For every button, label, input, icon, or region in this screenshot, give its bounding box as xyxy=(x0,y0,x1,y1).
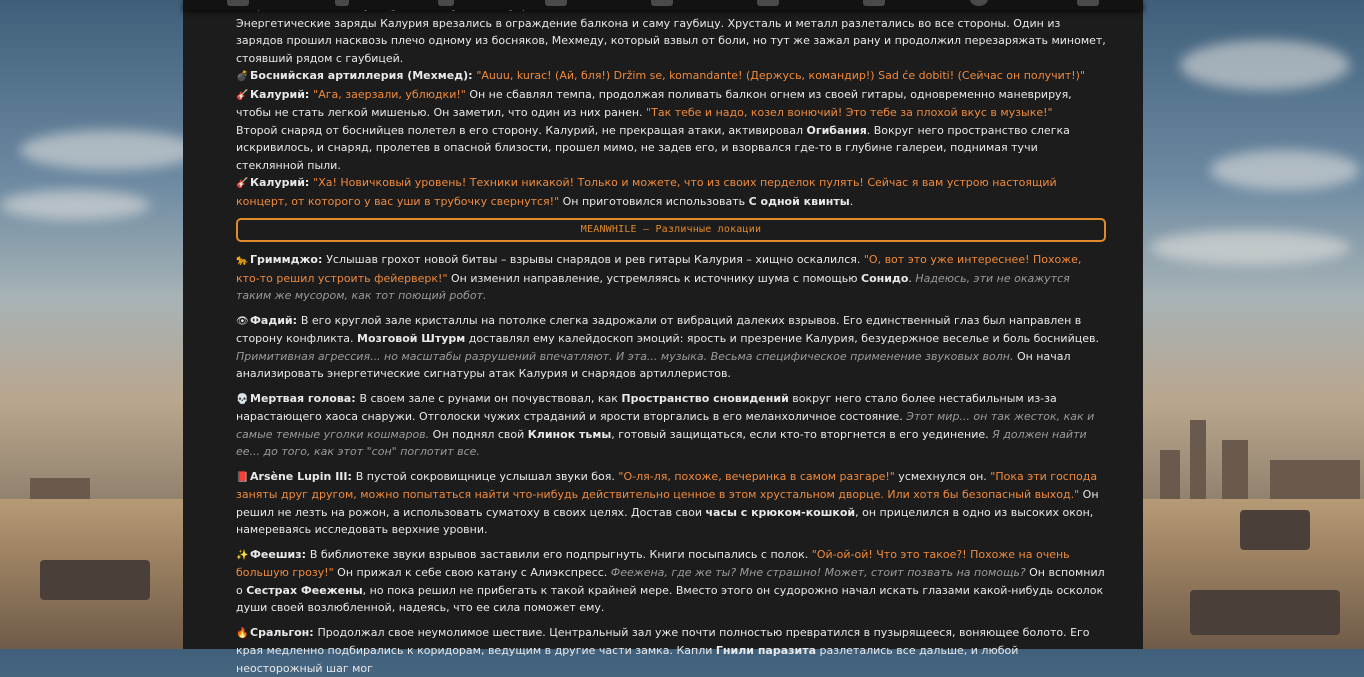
bold-term: Калурий: xyxy=(250,88,313,101)
cloud xyxy=(20,130,200,170)
speaker-icon: ✨ xyxy=(236,547,247,565)
bold-term: Боснийская артиллерия (Мехмед): xyxy=(250,69,476,82)
speaker-icon: 📕 xyxy=(236,469,247,487)
text-run: Он вспомнил о xyxy=(236,566,1105,597)
clock-icon[interactable] xyxy=(970,0,988,6)
spire xyxy=(1190,420,1206,510)
speaker-icon: 🔥 xyxy=(236,625,247,643)
bold-term: С одной квинты xyxy=(749,195,850,208)
rock xyxy=(1240,510,1310,550)
para-5 xyxy=(236,174,1106,210)
text-run: В библиотеке звуки взрывов заставили его подпрыгнуть. Книги посыпались с полок. xyxy=(310,548,812,561)
text-run: Он решил не лезть на рожон, а использовать суматоху в своих целях. Достав свои xyxy=(236,488,1099,519)
bold-term: Arsène Lupin III: xyxy=(250,470,356,483)
rock xyxy=(1190,590,1340,635)
cloud xyxy=(0,190,150,220)
text-run: В пустой сокровищнице услышал звуки боя. xyxy=(356,470,619,483)
settings-icon[interactable] xyxy=(227,0,249,6)
bold-term: Сральгон: xyxy=(250,626,318,639)
text-run: Услышав грохот новой битвы – взрывы снарядов и рев гитары Калурия – хищно оскалился. xyxy=(326,253,864,266)
speaker-icon: 👁 xyxy=(236,313,247,331)
quote: "Ха! Новичковый уровень! Техники никакой! Только и можете, что из своих перделок пулять! Сейчас я вам устрою настоящий концерт, от которого у вас уши в трубочку свернутся!" xyxy=(236,176,1057,208)
italic-thought: Этот мир... он так жесток, как и самые темные уголки кошмаров. xyxy=(236,410,1094,441)
text-run: Второй снаряд от боснийцев полетел в его сторону. Калурий, не прекращая атаки, активировал xyxy=(236,124,806,137)
quote: "О, вот это уже интереснее! Похоже, кто-то решил устроить фейерверк!" xyxy=(236,253,1081,285)
bold-term: Гриммджо: xyxy=(250,253,326,266)
text-run: Он поднял свой xyxy=(429,428,528,441)
para-10 xyxy=(236,546,1106,617)
quote: "Так тебе и надо, козел вонючий! Это тебе за плохой вкус в музыке!" xyxy=(646,106,1053,119)
para-11 xyxy=(236,624,1106,677)
quote: "Пока эти господа заняты друг другом, можно попытаться найти что-нибудь действительно ценное в этом хрустальном дворце. Или хотя бы безопасный выход." xyxy=(236,470,1097,502)
italic-thought: Примитивная агрессия... но масштабы разрушений впечатляют. И эта... музыка. Весьма специфическое применение звуковых волн. xyxy=(236,350,1013,363)
bold-term: Феешиз: xyxy=(250,548,310,561)
bold-term: Калурий: xyxy=(250,176,313,189)
text-run: . xyxy=(850,195,854,208)
text-run: , он прицелился в одно из высоких окон, намереваясь исследовать верхние уровни. xyxy=(236,506,1093,537)
text-run: усмехнулся он. xyxy=(895,470,990,483)
top-toolbar xyxy=(183,0,1143,10)
text-run: Он прижал к себе свою катану с Алиэкспресс. xyxy=(334,566,611,579)
text-run: Он приготовился использовать xyxy=(559,195,748,208)
italic-thought: Феежена, где же ты? Мне страшно! Может, стоит позвать на помощь? xyxy=(611,566,1026,579)
speaker-icon: 💀 xyxy=(236,391,247,409)
para-7 xyxy=(236,312,1106,383)
speaker-icon: 💣 xyxy=(236,68,247,86)
image-icon[interactable] xyxy=(545,0,567,6)
speaker-icon: 🎸 xyxy=(236,87,247,105)
text-run: В своем зале с рунами он почувствовал, как xyxy=(359,392,621,405)
message-content xyxy=(236,4,1106,677)
text-run: Энергетические заряды Калурия врезались в ограждение балкона и саму гаубицу. Хрусталь и металл разлетались во все стороны. Один из зарядов прошил насквозь плечо одному из босняков, Мехмеду, который взвыл от боли, но тут же зажал рану и продолжил перезаряжать миномет, стоявший рядом с гаубицей. xyxy=(236,17,1106,65)
book-icon[interactable] xyxy=(757,0,779,6)
text-run: Он не сбавлял темпа, продолжая поливать балкон огнем из своей гитары, одновременно маневрируя, чтобы не стать легкой мишенью. Он заметил, что один из них ранен. xyxy=(236,88,1072,120)
text-run: . Вокруг него пространство слегка искривилось, и снаряд, пролетев в опасной близости, прошел мимо, не задев его, и взорвался где-то в глубине галереи, поднимая тучи стеклянной пыли. xyxy=(236,124,1070,172)
para-2 xyxy=(236,67,1106,86)
cloud xyxy=(1180,40,1350,90)
para-6 xyxy=(236,251,1106,305)
chat-column[interactable] xyxy=(183,0,1143,649)
text-run: вокруг него стало более нестабильным из-за нарастающего хаоса снаружи. Отголоски чужих страданий и ярости вторгались в его меланхоличное состояние. xyxy=(236,392,1057,424)
text-run: . xyxy=(908,272,915,285)
cloud xyxy=(1150,230,1350,265)
bold-term: Сонидо xyxy=(861,272,908,285)
quote: "Auuu, kurac! (Ай, бля!) Držim se, komandante! (Держусь, командир!) Sad će dobiti! (Сейчас он получит!)" xyxy=(476,69,1085,82)
text-run: Он начал анализировать энергетические сигнатуры атак Калурия и снарядов артиллеристов. xyxy=(236,350,1071,381)
speaker-icon: 🎸 xyxy=(236,175,247,193)
text-run: Продолжал свое неумолимое шествие. Центральный зал уже почти полностью превратился в пузырящееся, воняющее болото. Его края медленно подбирались к коридорам, ведущим в другие части замка. Капли xyxy=(236,626,1090,658)
bold-term: Гнили паразита xyxy=(716,644,816,657)
para-3 xyxy=(236,86,1106,122)
text-run: разлетались все дальше, и любой неосторожный шаг мог xyxy=(236,644,1018,675)
bold-term: Огибания xyxy=(806,124,866,137)
text-run: доставлял ему калейдоскоп эмоций: ярость и презрение Калурия, безудержное веселье и боль боснийцев. xyxy=(465,332,1099,345)
italic-thought: Я должен найти ее... до того, как этот xyxy=(236,428,1087,459)
user-icon[interactable] xyxy=(438,0,454,6)
bold-term: часы с крюком-кошкой xyxy=(705,506,855,519)
italic-thought: Надеюсь, эти не окажутся таким же мусором, как тот поющий робот. xyxy=(236,272,1070,303)
cube-icon[interactable] xyxy=(863,0,885,6)
text-run: , готовый защищаться, если кто-то вторгнется в его уединение. xyxy=(611,428,992,441)
profile-card-icon[interactable] xyxy=(1077,0,1099,6)
rock xyxy=(40,560,150,600)
text-run: , но пока решил не прибегать к такой крайней мере. Вместо этого он судорожно начал искать глазами какой-нибудь осколок души своей возлюбленной, надеясь, что ее сила поможет ему. xyxy=(236,584,1103,615)
quote: "сон" xyxy=(367,445,397,458)
text-run: В его круглой зале кристаллы на потолке слегка задрожали от вибраций далеких взрывов. Его единственный глаз был направлен в сторону конфликта. xyxy=(236,314,1081,346)
bold-term: Мертвая голова: xyxy=(250,392,359,405)
bold-term: Пространство сновидений xyxy=(621,392,788,405)
speaker-icon: 🐆 xyxy=(236,252,247,270)
para-4 xyxy=(236,122,1106,175)
quote: "Ага, заерзали, ублюдки!" xyxy=(313,88,466,101)
pin-icon[interactable] xyxy=(335,0,349,6)
para-1 xyxy=(236,15,1106,68)
text-run: Он изменил направление, устремляясь к источнику шума с помощью xyxy=(448,272,861,285)
italic-thought: поглотит все. xyxy=(397,445,480,458)
bold-term: Сестрах Феежены xyxy=(246,584,362,597)
bold-term: Фадий: xyxy=(250,314,301,327)
meanwhile-banner: MEANWHILE – Различные локации xyxy=(236,218,1106,242)
quote: "О-ля-ля, похоже, вечеринка в самом разгаре!" xyxy=(618,470,894,483)
para-9 xyxy=(236,468,1106,539)
quote: "Ой-ой-ой! Что это такое?! Похоже на очень большую грозу!" xyxy=(236,548,1070,580)
bold-term: Мозговой Штурм xyxy=(357,332,465,345)
globe-icon[interactable] xyxy=(651,0,673,6)
cloud xyxy=(1210,150,1360,190)
para-8 xyxy=(236,390,1106,461)
bold-term: Клинок тьмы xyxy=(528,428,611,441)
